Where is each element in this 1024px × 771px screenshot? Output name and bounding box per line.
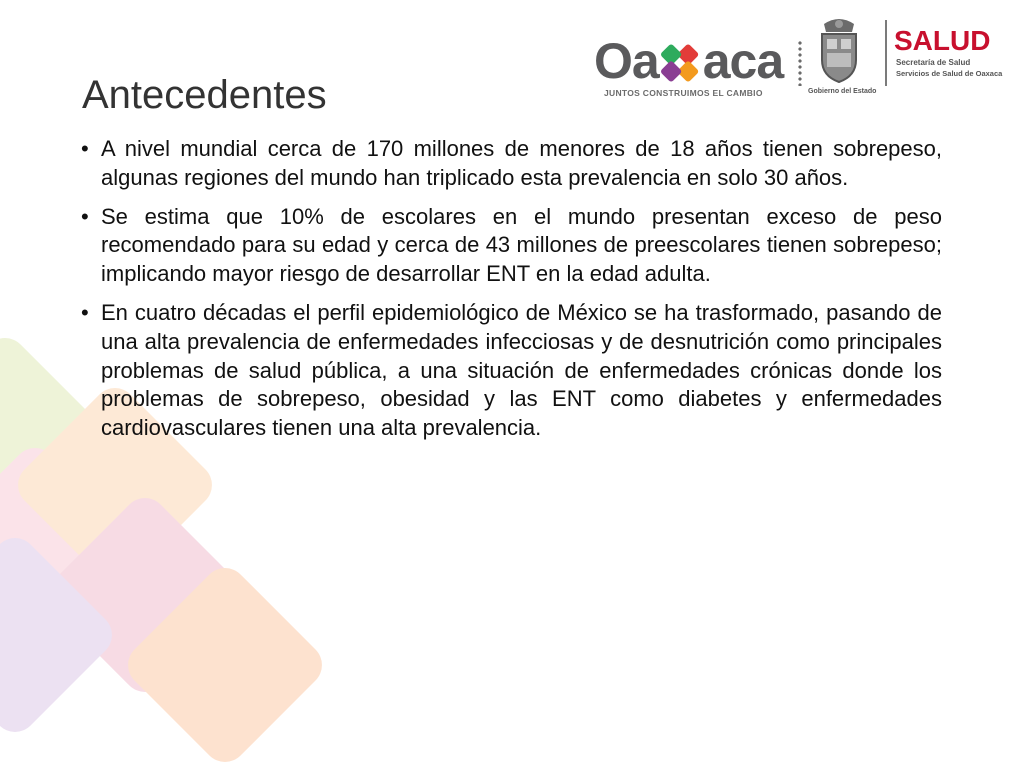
bullet-text: A nivel mundial cerca de 170 millones de menores de 18 años tienen sobrepeso, algunas regiones del mundo han triplicado esta prevalencia en solo 30 años. — [101, 136, 942, 190]
header-logos — [592, 14, 1002, 98]
state-seal-icon — [816, 14, 862, 84]
bullet-item — [80, 299, 942, 443]
bullet-item — [80, 203, 942, 289]
oaxaca-x-mark-icon — [659, 36, 703, 86]
bullet-dot: • — [81, 203, 89, 229]
oaxaca-logo — [594, 33, 784, 89]
oaxaca-logo-left: Oa — [594, 33, 659, 89]
oaxaca-logo-right: aca — [702, 33, 784, 89]
bullet-text: Se estima que 10% de escolares en el mundo presentan exceso de peso recomendado para su edad y cerca de 43 millones de preescolares tienen sobrepeso; implicando mayor riesgo de desarrollar ENT en la edad adulta. — [101, 203, 942, 287]
slide-title: Antecedentes — [82, 73, 327, 117]
bullet-text: En cuatro décadas el perfil epidemiológico de México se ha trasformado, pasando de una alta prevalencia de enfermedades infecciosas y de desnutrición como principales problemas de salud pública, a una situación de enfermedades crónicas donde los problemas de sobrepeso, obesidad y las ENT como diabetes y enfermedades cardiovasculares tienen una alta prevalencia. — [101, 299, 942, 441]
government-label: Gobierno del Estado — [808, 88, 877, 95]
bullet-dot: • — [81, 136, 89, 161]
salud-subtitle-1: Secretaría de Salud — [896, 58, 971, 67]
bullet-item — [80, 135, 942, 193]
logo-divider-dots — [798, 40, 802, 86]
logo-divider-line — [885, 20, 887, 86]
salud-logo: SALUD — [894, 25, 991, 56]
x-mark-purple — [659, 60, 682, 83]
oaxaca-tagline: JUNTOS CONSTRUIMOS EL CAMBIO — [604, 88, 763, 98]
salud-subtitle-2: Servicios de Salud de Oaxaca — [896, 69, 1003, 78]
bullet-dot: • — [81, 299, 89, 325]
bullet-list — [80, 135, 942, 453]
